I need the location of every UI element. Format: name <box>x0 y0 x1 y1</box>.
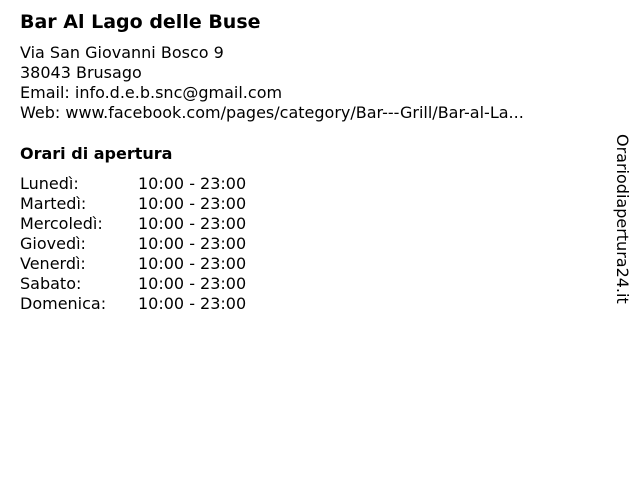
hours-time: 10:00 - 23:00 <box>138 274 247 293</box>
hours-day: Venerdì: <box>20 254 86 273</box>
hours-time: 10:00 - 23:00 <box>138 294 247 313</box>
site-watermark-text: Orariodiapertura24.it <box>613 134 632 304</box>
business-info <box>20 43 524 123</box>
hours-day: Domenica: <box>20 294 107 313</box>
hours-row-friday <box>20 254 246 274</box>
hours-time: 10:00 - 23:00 <box>138 214 247 233</box>
hours-day: Lunedì: <box>20 174 79 193</box>
site-watermark <box>612 134 632 314</box>
hours-row-wednesday <box>20 214 246 234</box>
hours-row-thursday <box>20 234 246 254</box>
web-line: Web: www.facebook.com/pages/category/Bar---Grill/Bar-al-La... <box>20 103 524 122</box>
email-line: Email: info.d.e.b.snc@gmail.com <box>20 83 283 102</box>
hours-row-sunday <box>20 294 246 314</box>
hours-row-saturday <box>20 274 246 294</box>
business-name: Bar Al Lago delle Buse <box>20 11 261 33</box>
hours-time: 10:00 - 23:00 <box>138 174 247 193</box>
hours-day: Sabato: <box>20 274 82 293</box>
hours-day: Giovedì: <box>20 234 86 253</box>
hours-table <box>20 174 246 314</box>
hours-time: 10:00 - 23:00 <box>138 234 247 253</box>
hours-time: 10:00 - 23:00 <box>138 254 247 273</box>
hours-day: Mercoledì: <box>20 214 103 233</box>
address-line-city: 38043 Brusago <box>20 63 142 82</box>
hours-row-monday <box>20 174 246 194</box>
hours-time: 10:00 - 23:00 <box>138 194 247 213</box>
hours-day: Martedì: <box>20 194 87 213</box>
address-line-street: Via San Giovanni Bosco 9 <box>20 43 224 62</box>
hours-heading: Orari di apertura <box>20 144 173 163</box>
hours-row-tuesday <box>20 194 246 214</box>
